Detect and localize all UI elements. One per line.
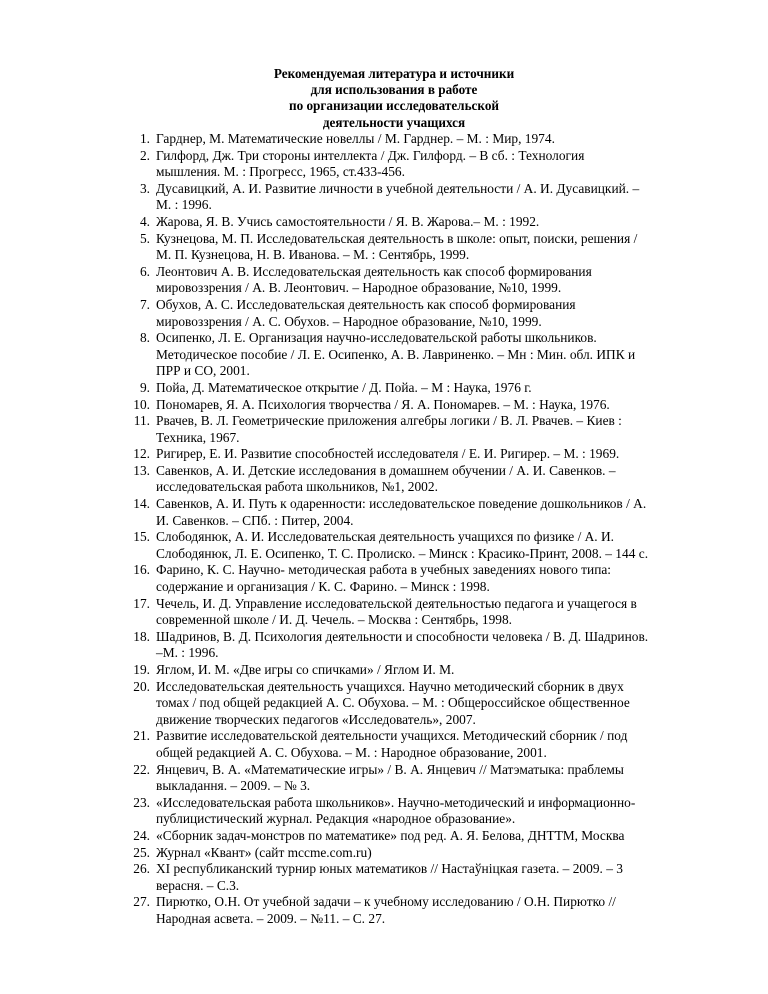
reference-text-line: «Сборник задач-монстров по математике» под ред. А. Я. Белова, ДНТТМ, Москва [156,827,625,843]
reference-text-line: И. Савенков. – СПб. : Питер, 2004. [156,512,354,528]
reference-number: 9. [139,379,150,395]
reference-list [117,131,737,928]
reference-number: 20. [133,678,150,694]
reference-item [117,181,737,214]
reference-text-line: Гарднер, М. Математические новеллы / М. Гарднер. – М. : Мир, 1974. [156,131,555,146]
reference-text-line: Слободянюк, Л. Е. Осипенко, Т. С. Пролиско. – Минск : Красико-Принт, 2008. – 144 с. [156,545,649,561]
reference-text-line: Осипенко, Л. Е. Организация научно-исследовательской работы школьников. [156,330,597,346]
reference-text-line: Слободянюк, А. И. Исследовательская деятельность учащихся по физике / А. И. [156,529,615,545]
reference-text-line: ПРР и СО, 2001. [156,363,250,379]
reference-number: 3. [139,180,150,196]
reference-text-line: томах / под общей редакцией А. С. Обухова. – М. : Общероссийское общественное [156,695,630,711]
reference-text-line: Кузнецова, М. П. Исследовательская деятельность в школе: опыт, поиски, решения / [156,230,638,246]
reference-number: 18. [133,628,150,644]
reference-number: 19. [133,662,150,677]
reference-number: 12. [133,446,150,462]
reference-item [117,297,737,330]
reference-item [117,861,737,894]
reference-text-line: Журнал «Квант» (сайт mccme.com.ru) [156,844,372,860]
reference-text-line: Рвачев, В. Л. Геометрические приложения алгебры логики / В. Л. Рвачев. – Киев : [156,413,622,429]
reference-item [117,496,737,529]
reference-text-line: движение творческих педагогов «Исследователь», 2007. [156,711,476,727]
reference-number: 15. [133,529,150,545]
reference-text-line: –М. : 1996. [156,645,219,661]
reference-number: 5. [139,230,150,246]
reference-number: 21. [133,728,150,744]
reference-item [117,596,737,629]
reference-text-line: Обухов, А. С. Исследовательская деятельность как способ формирования [156,296,576,312]
reference-text-line: публицистический журнал. Редакция «народное образование». [156,811,516,827]
reference-number: 16. [133,562,150,578]
reference-text-line: мировоззрения / А. В. Леонтович. – Народное образование, №10, 1999. [156,280,562,296]
reference-text-line: Развитие исследовательской деятельности учащихся. Методический сборник / под [156,728,628,744]
reference-item [117,795,737,828]
reference-item [117,148,737,181]
reference-text-line: Народная асвета. – 2009. – №11. – С. 27. [156,910,386,926]
reference-number: 24. [133,827,150,843]
reference-item [117,562,737,595]
reference-text-line: Леонтович А. В. Исследовательская деятельность как способ формирования [156,263,592,279]
title-line: по организации исследовательской [288,98,500,114]
reference-number: 25. [133,844,150,860]
reference-number: 13. [133,462,150,478]
reference-text-line: Янцевич, В. А. «Математические игры» / В. А. Янцевич // Матэматыка: праблемы [156,761,624,777]
reference-text-line: Чечель, И. Д. Управление исследовательской деятельностью педагога и учащегося в [156,595,637,611]
reference-number: 1. [139,131,150,146]
reference-number: 7. [139,296,150,312]
reference-text-line: Жарова, Я. В. Учись самостоятельности / Я. В. Жарова.– М. : 1992. [156,213,540,229]
reference-number: 17. [133,595,150,611]
reference-text-line: мировоззрения / А. С. Обухов. – Народное образование, №10, 1999. [156,313,542,329]
reference-text-line: Пойа, Д. Математическое открытие / Д. Пойа. – М : Наука, 1976 г. [156,379,532,395]
reference-number: 22. [133,761,150,777]
reference-number: 23. [133,794,150,810]
reference-text-line: М. П. Кузнецова, Н. В. Иванова. – М. : Сентябрь, 1999. [156,247,470,263]
reference-number: 2. [139,147,150,163]
title-line: деятельности учащихся [322,114,466,130]
reference-text-line: Дусавицкий, А. И. Развитие личности в учебной деятельности / А. И. Дусавицкий. – [156,180,640,196]
reference-item [117,828,737,845]
reference-item [117,728,737,761]
reference-text-line: М. : 1996. [156,197,212,213]
reference-text-line: Шадринов, В. Д. Психология деятельности и способности человека / В. Д. Шадринов. [156,628,649,644]
reference-number: 4. [139,213,150,229]
reference-number: 27. [133,894,150,910]
document-title [180,66,608,131]
reference-item [117,845,737,862]
reference-item [117,413,737,446]
reference-item [117,330,737,380]
reference-text-line: общей редакцией А. С. Обухова. – М. : Народное образование, 2001. [156,744,547,760]
reference-text-line: Техника, 1967. [156,429,240,445]
reference-text-line: Ригирер, Е. И. Развитие способностей исследователя / Е. И. Ригирер. – М. : 1969. [156,446,620,462]
reference-item [117,231,737,264]
reference-text-line: Гилфорд, Дж. Три стороны интеллекта / Дж. Гилфорд. – В сб. : Технология [156,147,585,163]
reference-item [117,214,737,231]
title-line: Рекомендуемая литература и источники [273,66,515,81]
reference-number: 26. [133,861,150,877]
reference-text-line: Методическое пособие / Л. Е. Осипенко, А. В. Лавриненко. – Мн : Мин. обл. ИПК и [156,346,636,362]
title-line: для использования в работе [310,82,478,98]
reference-text-line: исследовательская работа школьников, №1, 2002. [156,479,438,495]
reference-item [117,662,737,679]
reference-text-line: Фарино, К. С. Научно- методическая работа в учебных заведениях нового типа: [156,562,612,578]
reference-item [117,529,737,562]
reference-item [117,762,737,795]
reference-text-line: мышления. М. : Прогресс, 1965, ст.433-456. [156,164,405,180]
reference-text-line: Пирютко, О.Н. От учебной задачи – к учебному исследованию / О.Н. Пирютко // [156,894,616,910]
reference-text-line: Савенков, А. И. Детские исследования в домашнем обучении / А. И. Савенков. – [156,462,616,478]
reference-item [117,894,737,927]
reference-item [117,679,737,729]
reference-text-line: Пономарев, Я. А. Психология творчества / Я. А. Пономарев. – М. : Наука, 1976. [156,396,610,412]
reference-number: 11. [133,413,150,429]
reference-item [117,463,737,496]
reference-number: 6. [139,263,150,279]
reference-text-line: Яглом, И. М. «Две игры со спичками» / Яглом И. М. [156,662,455,677]
reference-number: 10. [133,396,150,412]
reference-text-line: XI республиканский турнир юных математиков // Настаўніцкая газета. – 2009. – 3 [156,861,623,877]
reference-text-line: современной школе / И. Д. Чечель. – Москва : Сентябрь, 1998. [156,612,513,628]
reference-text-line: содержание и организация / К. С. Фарино. – Минск : 1998. [156,579,490,595]
reference-item [117,446,737,463]
reference-number: 14. [133,496,150,512]
reference-item [117,629,737,662]
reference-text-line: Исследовательская деятельность учащихся. Научно методический сборник в двух [156,678,624,694]
reference-item [117,131,737,148]
reference-item [117,264,737,297]
reference-text-line: «Исследовательская работа школьников». Научно-методический и информационно- [156,794,636,810]
reference-item [117,380,737,397]
reference-number: 8. [139,330,150,346]
reference-item [117,397,737,414]
reference-text-line: Савенков, А. И. Путь к одаренности: исследовательское поведение дошкольников / А. [156,496,647,512]
reference-text-line: выкладання. – 2009. – № 3. [156,778,311,794]
reference-text-line: верасня. – С.3. [156,877,240,893]
